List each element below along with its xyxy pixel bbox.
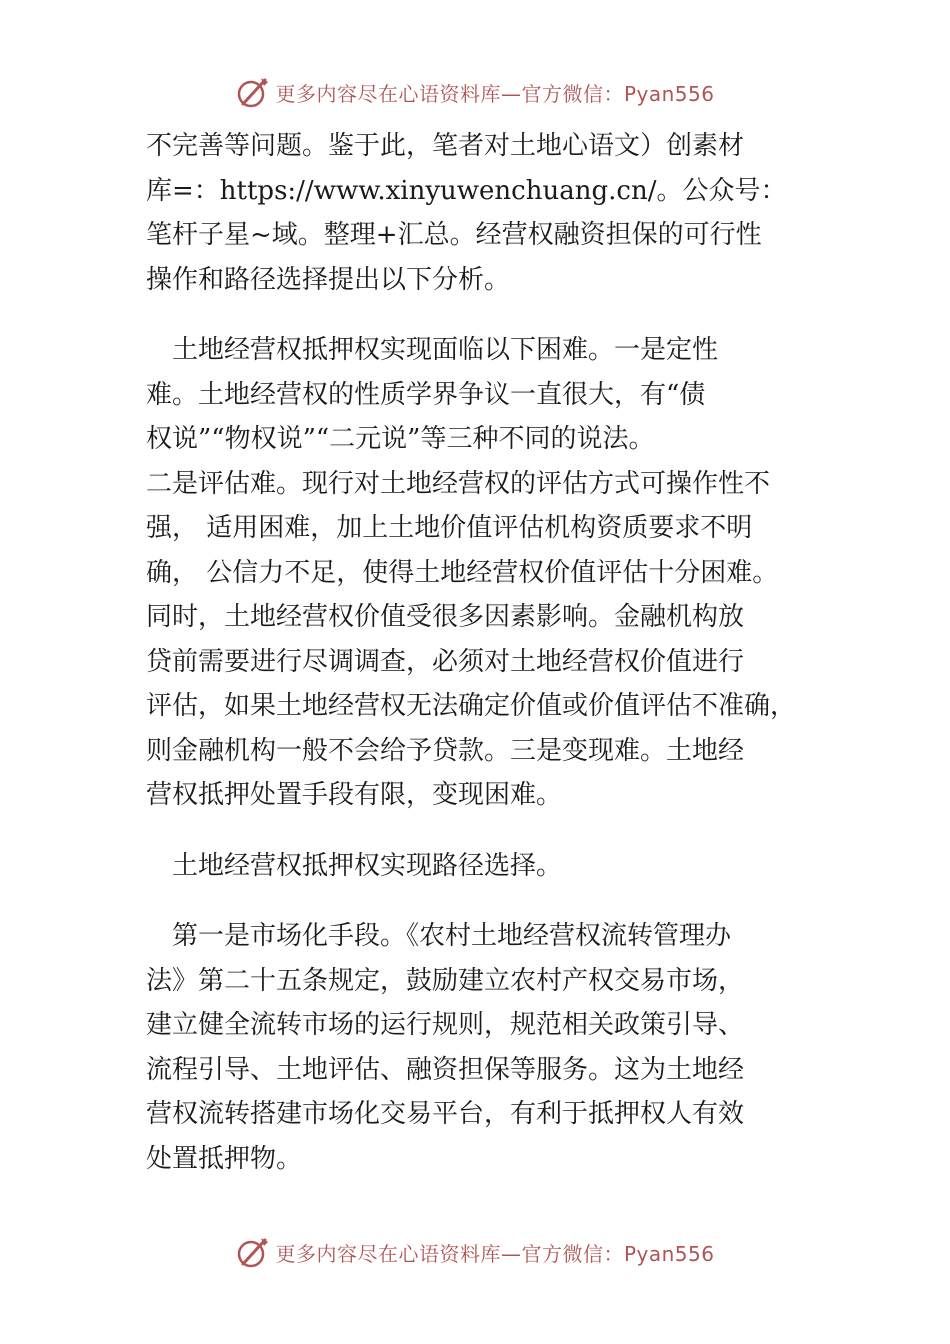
text-line: 强， 适用困难，加上土地价值评估机构资质要求不明 <box>146 513 753 543</box>
paragraph-4 <box>146 914 846 1181</box>
text-line: 流程引导、土地评估、融资担保等服务。这为土地经 <box>146 1054 745 1085</box>
paragraph-3 <box>146 844 846 889</box>
footer-banner <box>0 1232 950 1272</box>
pen-logo-icon <box>235 1234 271 1270</box>
paragraph-2 <box>146 328 846 818</box>
text-line: 建立健全流转市场的运行规则，规范相关政策引导、 <box>146 1010 745 1040</box>
text-line: 库=：https://www.xinyuwenchuang.cn/。公众号： <box>146 175 787 206</box>
text-line: 确， 公信力不足，使得土地经营权价值评估十分困难。 <box>146 557 779 588</box>
text-line: 评估，如果土地经营权无法确定价值或价值评估不准确， <box>146 691 797 721</box>
text-line: 法》第二十五条规定，鼓励建立农村产权交易市场， <box>146 965 745 996</box>
text-line: 土地经营权抵押权实现面临以下困难。一是定性 <box>146 335 719 365</box>
document-body <box>146 124 846 1181</box>
text-line: 贷前需要进行尽调调查，必须对土地经营权价值进行 <box>146 646 745 677</box>
text-line: 同时，土地经营权价值受很多因素影响。金融机构放 <box>146 602 745 632</box>
text-line: 则金融机构一般不会给予贷款。三是变现难。土地经 <box>146 735 745 766</box>
text-line: 难。土地经营权的性质学界争议一直很大，有“债 <box>146 379 706 410</box>
header-banner-text: 更多内容尽在心语资料库—官方微信：Pyan556 <box>275 81 715 106</box>
text-line: 二是评估难。现行对土地经营权的评估方式可操作性不 <box>146 468 771 499</box>
text-line: 权说”“物权说”“二元说”等三种不同的说法。 <box>146 424 655 454</box>
paragraph-1 <box>146 124 846 302</box>
footer-banner-text: 更多内容尽在心语资料库—官方微信：Pyan556 <box>275 1241 715 1266</box>
text-line: 不完善等问题。鉴于此，笔者对土地心语文）创素材 <box>146 131 745 161</box>
text-line: 操作和路径选择提出以下分析。 <box>146 264 511 295</box>
text-line: 营权流转搭建市场化交易平台，有利于抵押权人有效 <box>146 1099 745 1129</box>
header-banner <box>0 72 950 112</box>
text-line: 笔杆子星~域。整理+汇总。经营权融资担保的可行性 <box>146 220 762 250</box>
text-line: 营权抵押处置手段有限，变现困难。 <box>146 780 563 810</box>
pen-logo-icon <box>235 74 271 110</box>
text-line: 第一是市场化手段。《农村土地经营权流转管理办 <box>146 921 732 951</box>
text-line: 处置抵押物。 <box>146 1143 303 1174</box>
text-line: 土地经营权抵押权实现路径选择。 <box>146 850 563 881</box>
